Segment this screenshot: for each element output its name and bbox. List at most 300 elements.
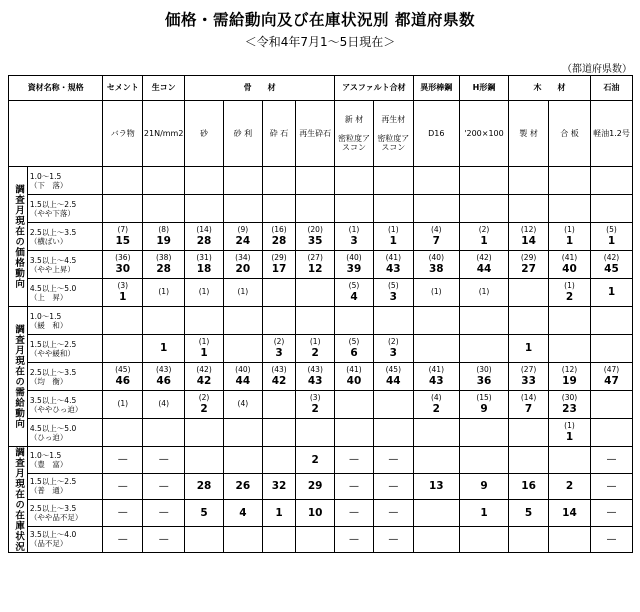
current-value: 15 (115, 234, 131, 247)
data-cell (296, 419, 335, 447)
previous-value: (12) (561, 365, 578, 375)
data-cell (296, 391, 335, 419)
data-cell (103, 307, 143, 335)
row-description: （緩 和） (29, 320, 68, 330)
data-cell (335, 473, 374, 500)
row-description: （やや下落） (29, 208, 75, 218)
previous-value: (30) (561, 393, 578, 403)
data-cell (373, 335, 413, 363)
row-description: （やや品不足） (29, 512, 83, 522)
data-cell (103, 251, 143, 279)
previous-value: (27) (520, 365, 537, 375)
data-cell (413, 447, 459, 474)
current-value: 17 (271, 262, 287, 275)
current-value: 29 (307, 480, 323, 493)
previous-value: (4) (430, 393, 442, 403)
data-cell (549, 195, 591, 223)
current-value: 2 (311, 402, 319, 415)
current-value: 1 (607, 286, 616, 299)
data-cell (262, 223, 296, 251)
previous-value: (45) (385, 365, 402, 375)
data-cell (459, 419, 508, 447)
previous-value: (42) (476, 253, 492, 263)
spec-cement: バラ物 (103, 101, 143, 167)
data-cell (103, 526, 143, 553)
group-ready-mixed: 生コン (143, 76, 185, 101)
current-value: 47 (604, 374, 619, 387)
data-cell (185, 167, 224, 195)
data-cell (185, 500, 224, 527)
spec-lumber: 製 材 (509, 101, 549, 167)
data-cell (103, 335, 143, 363)
current-value: 5 (524, 506, 533, 519)
current-value: 1 (524, 342, 533, 355)
previous-value: (12) (520, 225, 537, 235)
asphalt-recycled-label: 再生材 (381, 115, 406, 125)
not-applicable-mark: — (117, 480, 128, 492)
current-value: 16 (521, 480, 536, 493)
data-cell (185, 279, 224, 307)
previous-value: (7) (117, 225, 129, 235)
data-cell (509, 167, 549, 195)
not-applicable-mark: — (348, 507, 359, 519)
row-range: 4.5以上～5.0 (29, 423, 77, 433)
previous-value: (8) (158, 225, 169, 235)
data-cell (223, 195, 262, 223)
data-cell (143, 363, 185, 391)
current-value: 5 (200, 506, 208, 519)
previous-value: (41) (385, 253, 402, 263)
data-cell (335, 223, 374, 251)
data-cell (296, 279, 335, 307)
data-cell (296, 223, 335, 251)
data-cell (373, 251, 413, 279)
data-cell (223, 419, 262, 447)
previous-value: (5) (606, 225, 617, 235)
data-cell (549, 251, 591, 279)
spec-sand: 砂 (185, 101, 224, 167)
data-cell (103, 419, 143, 447)
data-cell (296, 307, 335, 335)
price-row (9, 195, 633, 223)
row-description: （ひっ迫） (29, 432, 68, 442)
data-cell (223, 447, 262, 474)
data-cell (459, 391, 508, 419)
data-cell (103, 391, 143, 419)
data-cell (143, 391, 185, 419)
current-value: 1 (200, 346, 208, 359)
current-value: 2 (565, 480, 574, 493)
row-label (27, 307, 103, 335)
demand-row (9, 363, 633, 391)
data-cell (373, 363, 413, 391)
data-cell (413, 473, 459, 500)
data-cell (262, 526, 296, 553)
row-range: 3.5以上～4.0 (29, 530, 77, 540)
data-cell (549, 419, 591, 447)
data-cell (185, 307, 224, 335)
previous-value: (9) (237, 225, 249, 235)
data-cell (590, 279, 632, 307)
data-cell (413, 223, 459, 251)
data-cell (459, 307, 508, 335)
previous-value: (5) (388, 281, 399, 291)
current-value: 28 (196, 480, 212, 493)
current-value: 1 (565, 234, 574, 247)
previous-value: (14) (196, 225, 212, 235)
unit-label: （都道府県数） (562, 64, 632, 75)
data-cell (185, 526, 224, 553)
data-cell (185, 419, 224, 447)
data-cell (373, 447, 413, 474)
data-cell (373, 279, 413, 307)
data-cell (223, 500, 262, 527)
data-cell (223, 391, 262, 419)
current-value: 12 (307, 262, 323, 275)
data-cell (549, 473, 591, 500)
data-cell (185, 223, 224, 251)
current-value: 3 (275, 346, 283, 359)
row-label (27, 419, 103, 447)
data-cell (549, 500, 591, 527)
row-label (27, 500, 103, 527)
not-applicable-mark: — (388, 507, 399, 519)
previous-value: (5) (348, 281, 360, 291)
previous-value: (1) (430, 287, 442, 297)
previous-value: (38) (155, 253, 172, 263)
current-value: 23 (562, 402, 577, 415)
data-cell (143, 279, 185, 307)
current-value: 3 (350, 234, 358, 247)
header-row-groups (9, 76, 633, 101)
data-cell (262, 500, 296, 527)
data-cell (262, 363, 296, 391)
previous-value: (1) (309, 337, 321, 347)
current-value: 42 (271, 374, 287, 387)
data-cell (335, 167, 374, 195)
data-cell (143, 167, 185, 195)
data-cell (185, 195, 224, 223)
data-cell (413, 279, 459, 307)
current-value: 30 (115, 262, 131, 275)
row-label (27, 223, 103, 251)
current-value: 20 (235, 262, 251, 275)
data-cell (262, 419, 296, 447)
data-cell (549, 223, 591, 251)
current-value: 24 (235, 234, 251, 247)
current-value: 35 (307, 234, 323, 247)
previous-value: (41) (561, 253, 578, 263)
data-cell (143, 307, 185, 335)
current-value: 3 (389, 346, 397, 359)
current-value: 2 (565, 290, 574, 303)
data-cell (373, 419, 413, 447)
data-cell (590, 195, 632, 223)
row-label (27, 195, 103, 223)
not-applicable-mark: — (606, 454, 617, 466)
data-cell (335, 391, 374, 419)
not-applicable-mark: — (117, 454, 128, 466)
data-cell (549, 307, 591, 335)
demand-row (9, 419, 633, 447)
not-applicable-mark: — (117, 507, 128, 519)
data-cell (223, 363, 262, 391)
asphalt-new-type: 密粒度アスコン (337, 133, 370, 152)
data-cell (459, 447, 508, 474)
current-value: 1 (119, 290, 127, 303)
data-cell (185, 473, 224, 500)
data-cell (413, 251, 459, 279)
data-cell (590, 251, 632, 279)
survey-table (8, 75, 633, 553)
data-cell (590, 419, 632, 447)
spec-asphalt-recycled (373, 101, 413, 167)
data-cell (103, 223, 143, 251)
current-value: 36 (476, 374, 492, 387)
data-cell (262, 251, 296, 279)
previous-value: (30) (476, 365, 492, 375)
data-cell (459, 526, 508, 553)
current-value: 2 (311, 453, 319, 466)
data-cell (223, 167, 262, 195)
data-cell (549, 167, 591, 195)
previous-value: (45) (115, 365, 131, 375)
data-cell (296, 335, 335, 363)
row-description: （横ばい） (29, 236, 68, 246)
data-cell (296, 363, 335, 391)
row-description: （普 通） (29, 486, 68, 496)
current-value: 39 (346, 262, 362, 275)
data-cell (143, 223, 185, 251)
current-value: 2 (311, 346, 319, 359)
current-value: 2 (200, 402, 208, 415)
data-cell (296, 251, 335, 279)
data-cell (549, 279, 591, 307)
previous-value: (42) (603, 253, 620, 263)
header-row-specs (9, 101, 633, 167)
previous-value: (43) (307, 365, 323, 375)
not-applicable-mark: — (606, 533, 617, 545)
previous-value: (1) (158, 287, 169, 297)
previous-value: (41) (428, 365, 444, 375)
stock-row (9, 447, 633, 474)
current-value: 1 (607, 234, 616, 247)
data-cell (373, 307, 413, 335)
data-cell (413, 526, 459, 553)
current-value: 42 (196, 374, 212, 387)
data-cell (459, 251, 508, 279)
data-cell (103, 447, 143, 474)
data-cell (335, 195, 374, 223)
not-applicable-mark: — (158, 454, 169, 466)
data-cell (223, 307, 262, 335)
current-value: 10 (307, 506, 323, 519)
data-cell (549, 526, 591, 553)
row-label (27, 279, 103, 307)
current-value: 33 (521, 374, 536, 387)
current-value: 43 (428, 374, 444, 387)
data-cell (185, 447, 224, 474)
previous-value: (40) (235, 365, 251, 375)
data-cell (185, 335, 224, 363)
row-description: （やや上昇） (29, 264, 75, 274)
spec-ready-mixed: 21N/mm2 (143, 101, 185, 167)
row-range: 1.5以上～2.5 (29, 199, 77, 209)
current-value: 2 (432, 402, 440, 415)
data-cell (262, 195, 296, 223)
data-cell (459, 473, 508, 500)
row-range: 1.5以上～2.5 (29, 477, 77, 487)
current-value: 14 (521, 234, 536, 247)
data-cell (262, 307, 296, 335)
previous-value: (4) (430, 225, 442, 235)
current-value: 9 (480, 402, 488, 415)
previous-value: (1) (564, 421, 575, 431)
current-value: 13 (428, 480, 444, 493)
current-value: 32 (271, 480, 287, 493)
data-cell (590, 526, 632, 553)
not-applicable-mark: — (348, 533, 359, 545)
data-cell (335, 363, 374, 391)
price-category-cell (9, 167, 28, 307)
row-range: 2.5以上～3.5 (29, 503, 77, 513)
data-cell (296, 195, 335, 223)
data-cell (509, 500, 549, 527)
data-cell (509, 307, 549, 335)
data-cell (335, 447, 374, 474)
row-range: 1.0～1.5 (29, 450, 62, 460)
data-cell (223, 335, 262, 363)
category-label: 調査月現在の在庫状況 (13, 447, 25, 552)
data-cell (335, 500, 374, 527)
not-applicable-mark: — (606, 507, 617, 519)
current-value: 40 (346, 374, 362, 387)
current-value: 46 (115, 374, 131, 387)
row-description: （下 落） (29, 180, 68, 190)
data-cell (185, 391, 224, 419)
current-value: 44 (476, 262, 492, 275)
group-h-beam: H形鋼 (459, 76, 508, 101)
data-cell (335, 526, 374, 553)
data-cell (103, 363, 143, 391)
demand-row (9, 307, 633, 335)
price-row (9, 279, 633, 307)
data-cell (223, 223, 262, 251)
data-cell (296, 500, 335, 527)
previous-value: (43) (155, 365, 172, 375)
group-asphalt: アスファルト合材 (335, 76, 414, 101)
data-cell (413, 363, 459, 391)
row-range: 2.5以上～3.5 (29, 367, 77, 377)
stock-row (9, 473, 633, 500)
data-cell (143, 447, 185, 474)
current-value: 4 (239, 506, 247, 519)
current-value: 1 (480, 234, 488, 247)
not-applicable-mark: — (388, 454, 399, 466)
data-cell (509, 363, 549, 391)
spec-asphalt-new (335, 101, 374, 167)
previous-value: (5) (348, 337, 360, 347)
demand-row (9, 391, 633, 419)
current-value: 1 (160, 342, 168, 355)
data-cell (549, 391, 591, 419)
current-value: 1 (480, 506, 488, 519)
previous-value: (15) (476, 393, 492, 403)
data-cell (413, 195, 459, 223)
previous-value: (27) (307, 253, 323, 263)
group-rebar: 異形棒鋼 (413, 76, 459, 101)
data-cell (590, 307, 632, 335)
data-cell (143, 195, 185, 223)
group-cement: セメント (103, 76, 143, 101)
current-value: 28 (156, 262, 171, 275)
current-value: 6 (350, 346, 358, 359)
current-value: 44 (386, 374, 401, 387)
previous-value: (1) (198, 287, 210, 297)
stock-row (9, 526, 633, 553)
data-cell (103, 279, 143, 307)
current-value: 43 (386, 262, 401, 275)
price-row (9, 223, 633, 251)
previous-value: (1) (348, 225, 360, 235)
previous-value: (20) (307, 225, 323, 235)
data-cell (373, 223, 413, 251)
data-cell (549, 447, 591, 474)
row-description: （豊 富） (29, 459, 68, 469)
current-value: 40 (562, 262, 577, 275)
row-description: （やや緩和） (29, 348, 75, 358)
current-value: 19 (156, 234, 171, 247)
data-cell (459, 500, 508, 527)
not-applicable-mark: — (158, 507, 169, 519)
data-cell (103, 500, 143, 527)
data-cell (296, 167, 335, 195)
data-cell (143, 335, 185, 363)
current-value: 46 (156, 374, 171, 387)
data-cell (590, 473, 632, 500)
data-cell (590, 335, 632, 363)
data-cell (509, 195, 549, 223)
row-range: 3.5以上～4.5 (29, 255, 77, 265)
row-range: 3.5以上～4.5 (29, 395, 77, 405)
data-cell (549, 363, 591, 391)
current-value: 27 (521, 262, 536, 275)
data-cell (296, 447, 335, 474)
spec-blank (9, 101, 103, 167)
data-cell (262, 167, 296, 195)
data-cell (373, 526, 413, 553)
previous-value: (4) (158, 399, 169, 409)
current-value: 9 (480, 480, 488, 493)
row-range: 1.0～1.5 (29, 311, 62, 321)
data-cell (185, 363, 224, 391)
previous-value: (47) (603, 365, 620, 375)
data-cell (590, 391, 632, 419)
previous-value: (40) (428, 253, 444, 263)
data-cell (335, 307, 374, 335)
data-cell (262, 473, 296, 500)
data-cell (413, 167, 459, 195)
previous-value: (2) (478, 225, 490, 235)
data-cell (335, 251, 374, 279)
previous-value: (4) (237, 399, 249, 409)
group-oil: 石油 (590, 76, 632, 101)
previous-value: (1) (117, 399, 129, 409)
group-timber: 木 材 (509, 76, 591, 101)
previous-value: (1) (237, 287, 249, 297)
spec-diesel: 軽油1.2号 (590, 101, 632, 167)
current-value: 38 (428, 262, 444, 275)
